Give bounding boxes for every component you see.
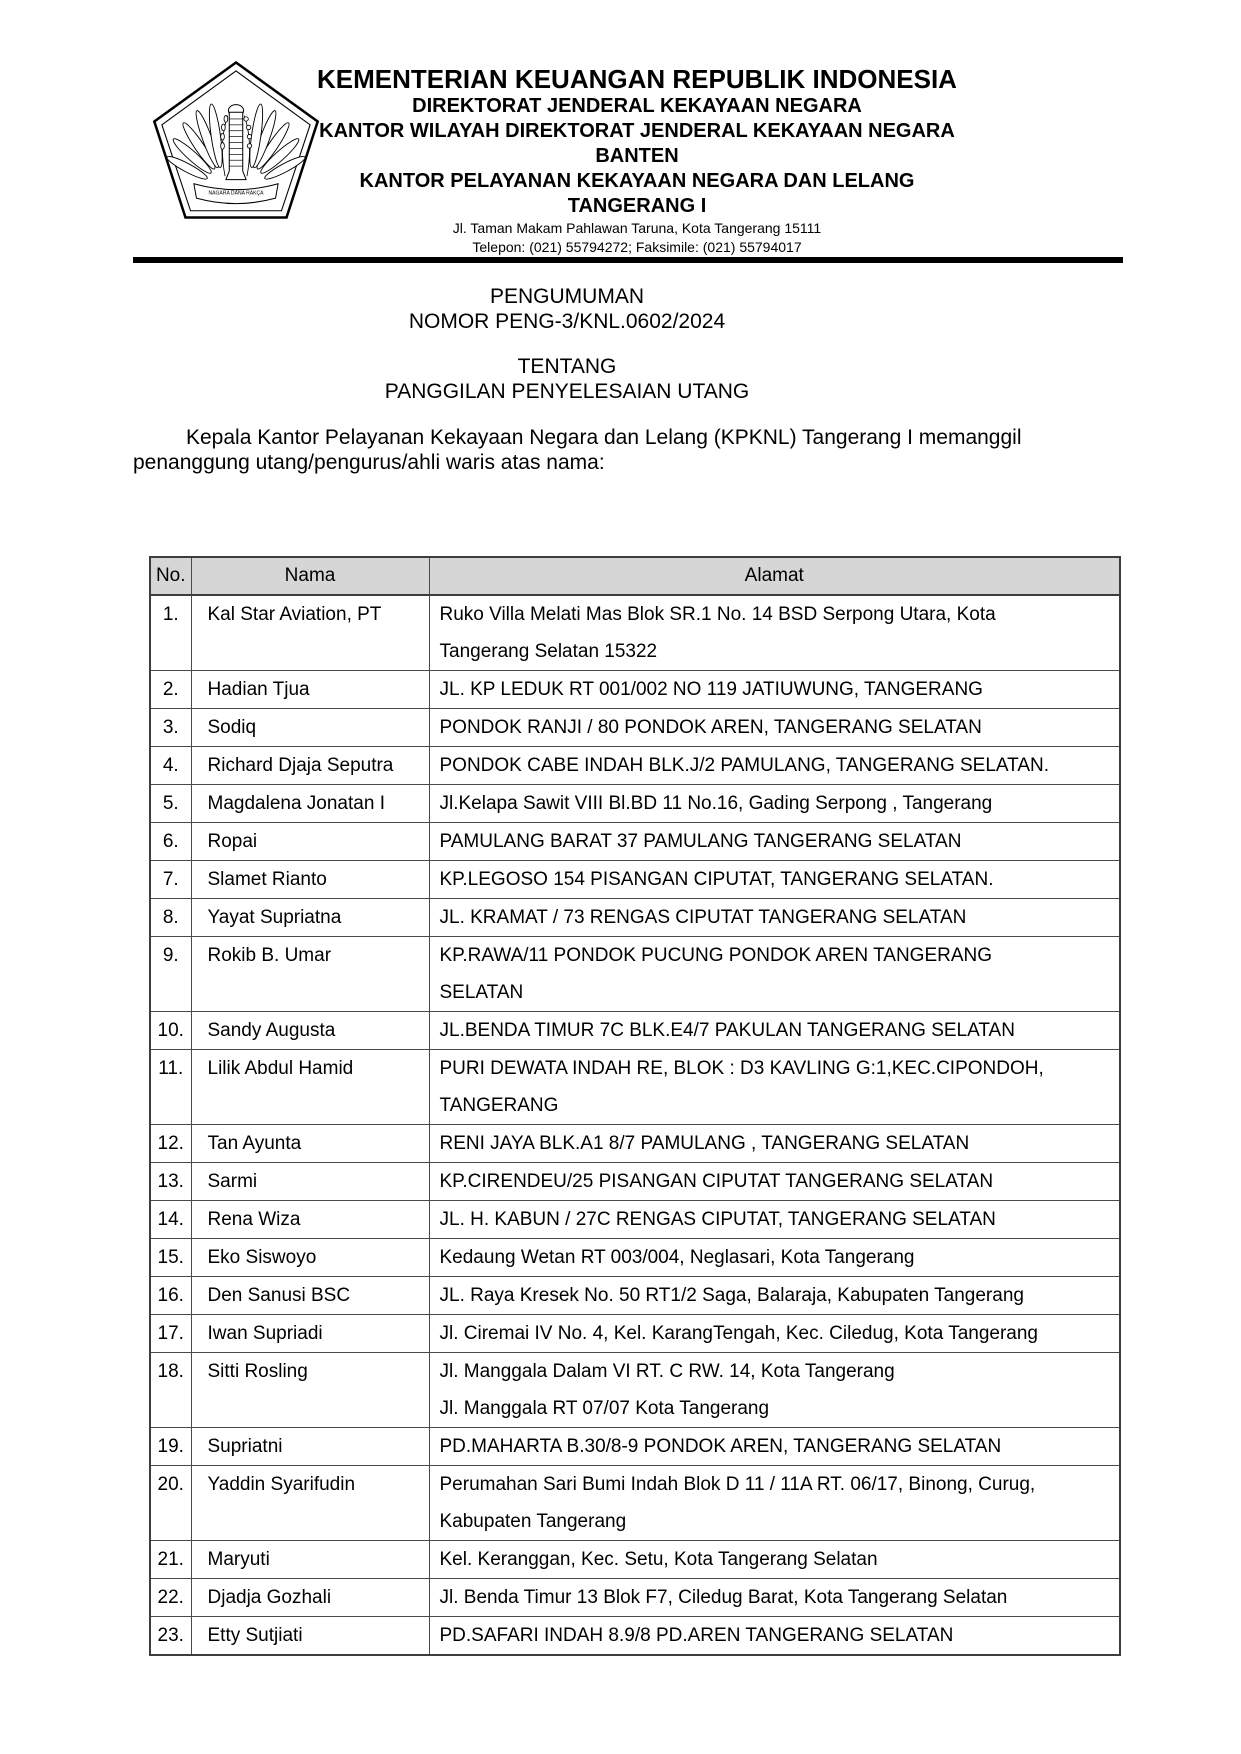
table-row <box>150 709 1120 747</box>
row-number-cell: 6. <box>150 823 191 861</box>
debtor-address-cell <box>429 1201 1120 1239</box>
row-number-cell: 23. <box>150 1617 191 1656</box>
debtor-name-cell: Supriatni <box>191 1428 429 1466</box>
address-line: Perumahan Sari Bumi Indah Blok D 11 / 11A RT. 06/17, Binong, Curug, <box>439 1474 1036 1495</box>
debtor-name-cell: Sarmi <box>191 1163 429 1201</box>
debtor-name-cell: Yayat Supriatna <box>191 899 429 937</box>
address-line: Jl. Manggala Dalam VI RT. C RW. 14, Kota Tangerang <box>439 1361 895 1382</box>
debtor-table <box>149 556 1121 1656</box>
debtor-name-cell: Maryuti <box>191 1541 429 1579</box>
debtor-name-cell: Djadja Gozhali <box>191 1579 429 1617</box>
debtor-address-cell <box>429 709 1120 747</box>
row-number-cell: 7. <box>150 861 191 899</box>
debtor-address-cell <box>429 1012 1120 1050</box>
table-row <box>150 595 1120 671</box>
regional-office-province: BANTEN <box>595 145 679 167</box>
debtor-name-cell: Eko Siswoyo <box>191 1239 429 1277</box>
address-line: Kel. Keranggan, Kec. Setu, Kota Tangerang Selatan <box>439 1549 878 1570</box>
address-line: JL. H. KABUN / 27C RENGAS CIPUTAT, TANGERANG SELATAN <box>439 1209 996 1230</box>
directorate-name: DIREKTORAT JENDERAL KEKAYAAN NEGARA <box>412 95 862 117</box>
row-number-cell: 16. <box>150 1277 191 1315</box>
row-number-cell: 3. <box>150 709 191 747</box>
row-number-cell: 2. <box>150 671 191 709</box>
address-line: Kabupaten Tangerang <box>439 1511 627 1532</box>
debtor-address-cell <box>429 595 1120 671</box>
row-number-cell: 11. <box>150 1050 191 1125</box>
row-number-cell: 1. <box>150 595 191 671</box>
debtor-address-cell <box>429 1428 1120 1466</box>
table-row <box>150 1012 1120 1050</box>
table-row <box>150 1277 1120 1315</box>
debtor-name-cell: Den Sanusi BSC <box>191 1277 429 1315</box>
row-number-cell: 17. <box>150 1315 191 1353</box>
regional-office-name: KANTOR WILAYAH DIREKTORAT JENDERAL KEKAYAAN NEGARA <box>319 120 955 142</box>
address-line: Kedaung Wetan RT 003/004, Neglasari, Kota Tangerang <box>439 1247 915 1268</box>
debtor-name-cell: Rena Wiza <box>191 1201 429 1239</box>
table-header-row <box>150 557 1120 595</box>
table-row <box>150 1428 1120 1466</box>
address-line: Tangerang Selatan 15322 <box>439 641 658 662</box>
address-line: JL. KRAMAT / 73 RENGAS CIPUTAT TANGERANG SELATAN <box>439 907 967 928</box>
table-row <box>150 747 1120 785</box>
debtor-address-cell <box>429 1239 1120 1277</box>
debtor-address-cell <box>429 785 1120 823</box>
intro-line-2: penanggung utang/pengurus/ahli waris atas nama: <box>133 451 605 474</box>
debtor-address-cell <box>429 1315 1120 1353</box>
debtor-address-cell <box>429 937 1120 1012</box>
debtor-address-cell <box>429 1579 1120 1617</box>
row-number-cell: 4. <box>150 747 191 785</box>
table-row <box>150 1541 1120 1579</box>
debtor-name-cell: Magdalena Jonatan I <box>191 785 429 823</box>
address-line: TANGERANG <box>439 1095 559 1116</box>
table-row <box>150 1125 1120 1163</box>
debtor-address-cell <box>429 1541 1120 1579</box>
table-row <box>150 1353 1120 1428</box>
address-line: KP.RAWA/11 PONDOK PUCUNG PONDOK AREN TANGERANG <box>439 945 993 966</box>
debtor-address-cell <box>429 1617 1120 1656</box>
row-number-cell: 22. <box>150 1579 191 1617</box>
debtor-name-cell: Rokib B. Umar <box>191 937 429 1012</box>
intro-paragraph <box>133 425 1128 475</box>
row-number-cell: 12. <box>150 1125 191 1163</box>
debtor-address-cell <box>429 861 1120 899</box>
debtor-address-cell <box>429 747 1120 785</box>
debtor-name-cell: Sitti Rosling <box>191 1353 429 1428</box>
row-number-cell: 14. <box>150 1201 191 1239</box>
table-row <box>150 1466 1120 1541</box>
announcement-subject-block <box>133 354 1001 404</box>
table-row <box>150 1315 1120 1353</box>
debtor-address-cell <box>429 671 1120 709</box>
letterhead <box>267 64 1007 257</box>
debtor-address-cell <box>429 1163 1120 1201</box>
table-row <box>150 1163 1120 1201</box>
about-label: TENTANG <box>517 355 617 378</box>
debtor-address-cell <box>429 823 1120 861</box>
row-number-cell: 20. <box>150 1466 191 1541</box>
debtor-name-cell: Yaddin Syarifudin <box>191 1466 429 1541</box>
address-line: Ruko Villa Melati Mas Blok SR.1 No. 14 BSD Serpong Utara, Kota <box>439 604 996 625</box>
debtor-name-cell: Etty Sutjiati <box>191 1617 429 1656</box>
address-line: KP.CIRENDEU/25 PISANGAN CIPUTAT TANGERANG SELATAN <box>439 1171 994 1192</box>
column-header-no: No. <box>150 557 191 595</box>
table-row <box>150 1239 1120 1277</box>
address-line: PURI DEWATA INDAH RE, BLOK : D3 KAVLING G:1,KEC.CIPONDOH, <box>439 1058 1044 1079</box>
table-row <box>150 899 1120 937</box>
address-line: Jl. Ciremai IV No. 4, Kel. KarangTengah, Kec. Ciledug, Kota Tangerang <box>439 1323 1038 1344</box>
office-phone-fax: Telepon: (021) 55794272; Faksimile: (021) 55794017 <box>472 239 802 255</box>
table-row <box>150 937 1120 1012</box>
service-office-name: KANTOR PELAYANAN KEKAYAAN NEGARA DAN LELANG <box>359 170 915 192</box>
debtor-address-cell <box>429 1353 1120 1428</box>
column-header-nama: Nama <box>191 557 429 595</box>
row-number-cell: 18. <box>150 1353 191 1428</box>
table-row <box>150 1050 1120 1125</box>
mace <box>226 105 246 180</box>
debtor-name-cell: Tan Ayunta <box>191 1125 429 1163</box>
address-line: Jl. Manggala RT 07/07 Kota Tangerang <box>439 1398 770 1419</box>
debtor-name-cell: Lilik Abdul Hamid <box>191 1050 429 1125</box>
announcement-heading <box>133 284 1001 334</box>
address-line: PONDOK RANJI / 80 PONDOK AREN, TANGERANG SELATAN <box>439 717 982 738</box>
address-line: RENI JAYA BLK.A1 8/7 PAMULANG , TANGERANG SELATAN <box>439 1133 970 1154</box>
row-number-cell: 15. <box>150 1239 191 1277</box>
address-line: JL. Raya Kresek No. 50 RT1/2 Saga, Balaraja, Kabupaten Tangerang <box>439 1285 1024 1306</box>
column-header-alamat: Alamat <box>429 557 1120 595</box>
debtor-name-cell: Iwan Supriadi <box>191 1315 429 1353</box>
address-line: JL.BENDA TIMUR 7C BLK.E4/7 PAKULAN TANGERANG SELATAN <box>439 1020 1015 1041</box>
debtor-name-cell: Sandy Augusta <box>191 1012 429 1050</box>
debtor-name-cell: Slamet Rianto <box>191 861 429 899</box>
table-row <box>150 1579 1120 1617</box>
row-number-cell: 9. <box>150 937 191 1012</box>
ministry-name: KEMENTERIAN KEUANGAN REPUBLIK INDONESIA <box>317 64 957 94</box>
debtor-address-cell <box>429 1466 1120 1541</box>
banner-motto: NAGARA DANA RAKÇA <box>208 190 264 197</box>
debtor-name-cell: Richard Djaja Seputra <box>191 747 429 785</box>
announcement-title: PENGUMUMAN <box>489 285 644 308</box>
row-number-cell: 8. <box>150 899 191 937</box>
address-line: PONDOK CABE INDAH BLK.J/2 PAMULANG, TANGERANG SELATAN. <box>439 755 1050 776</box>
table-row <box>150 823 1120 861</box>
address-line: PD.MAHARTA B.30/8-9 PONDOK AREN, TANGERANG SELATAN <box>439 1436 1002 1457</box>
address-line: SELATAN <box>439 982 524 1003</box>
address-line: Jl. Benda Timur 13 Blok F7, Ciledug Barat, Kota Tangerang Selatan <box>439 1587 1008 1608</box>
address-line: JL. KP LEDUK RT 001/002 NO 119 JATIUWUNG, TANGERANG <box>439 679 983 700</box>
table-row <box>150 1617 1120 1656</box>
row-number-cell: 21. <box>150 1541 191 1579</box>
address-line: PD.SAFARI INDAH 8.9/8 PD.AREN TANGERANG SELATAN <box>439 1625 954 1646</box>
debtor-name-cell: Kal Star Aviation, PT <box>191 595 429 671</box>
announcement-number: NOMOR PENG-3/KNL.0602/2024 <box>408 310 726 333</box>
address-line: KP.LEGOSO 154 PISANGAN CIPUTAT, TANGERANG SELATAN. <box>439 869 994 890</box>
debtor-name-cell: Hadian Tjua <box>191 671 429 709</box>
debtor-address-cell <box>429 1050 1120 1125</box>
row-number-cell: 13. <box>150 1163 191 1201</box>
letterhead-divider <box>133 257 1123 263</box>
table-row <box>150 671 1120 709</box>
debtor-address-cell <box>429 899 1120 937</box>
debtor-name-cell: Ropai <box>191 823 429 861</box>
debtor-address-cell <box>429 1277 1120 1315</box>
address-line: Jl.Kelapa Sawit VIII Bl.BD 11 No.16, Gading Serpong , Tangerang <box>439 793 993 814</box>
office-address: Jl. Taman Makam Pahlawan Taruna, Kota Tangerang 15111 <box>452 220 822 236</box>
service-office-city: TANGERANG I <box>567 195 707 217</box>
table-row <box>150 1201 1120 1239</box>
address-line: PAMULANG BARAT 37 PAMULANG TANGERANG SELATAN <box>439 831 962 852</box>
table-row <box>150 785 1120 823</box>
debtor-address-cell <box>429 1125 1120 1163</box>
table-row <box>150 861 1120 899</box>
debtor-name-cell: Sodiq <box>191 709 429 747</box>
announcement-subject: PANGGILAN PENYELESAIAN UTANG <box>384 380 750 403</box>
row-number-cell: 19. <box>150 1428 191 1466</box>
row-number-cell: 10. <box>150 1012 191 1050</box>
row-number-cell: 5. <box>150 785 191 823</box>
intro-line-1: Kepala Kantor Pelayanan Kekayaan Negara dan Lelang (KPKNL) Tangerang I memanggil <box>186 426 1022 449</box>
